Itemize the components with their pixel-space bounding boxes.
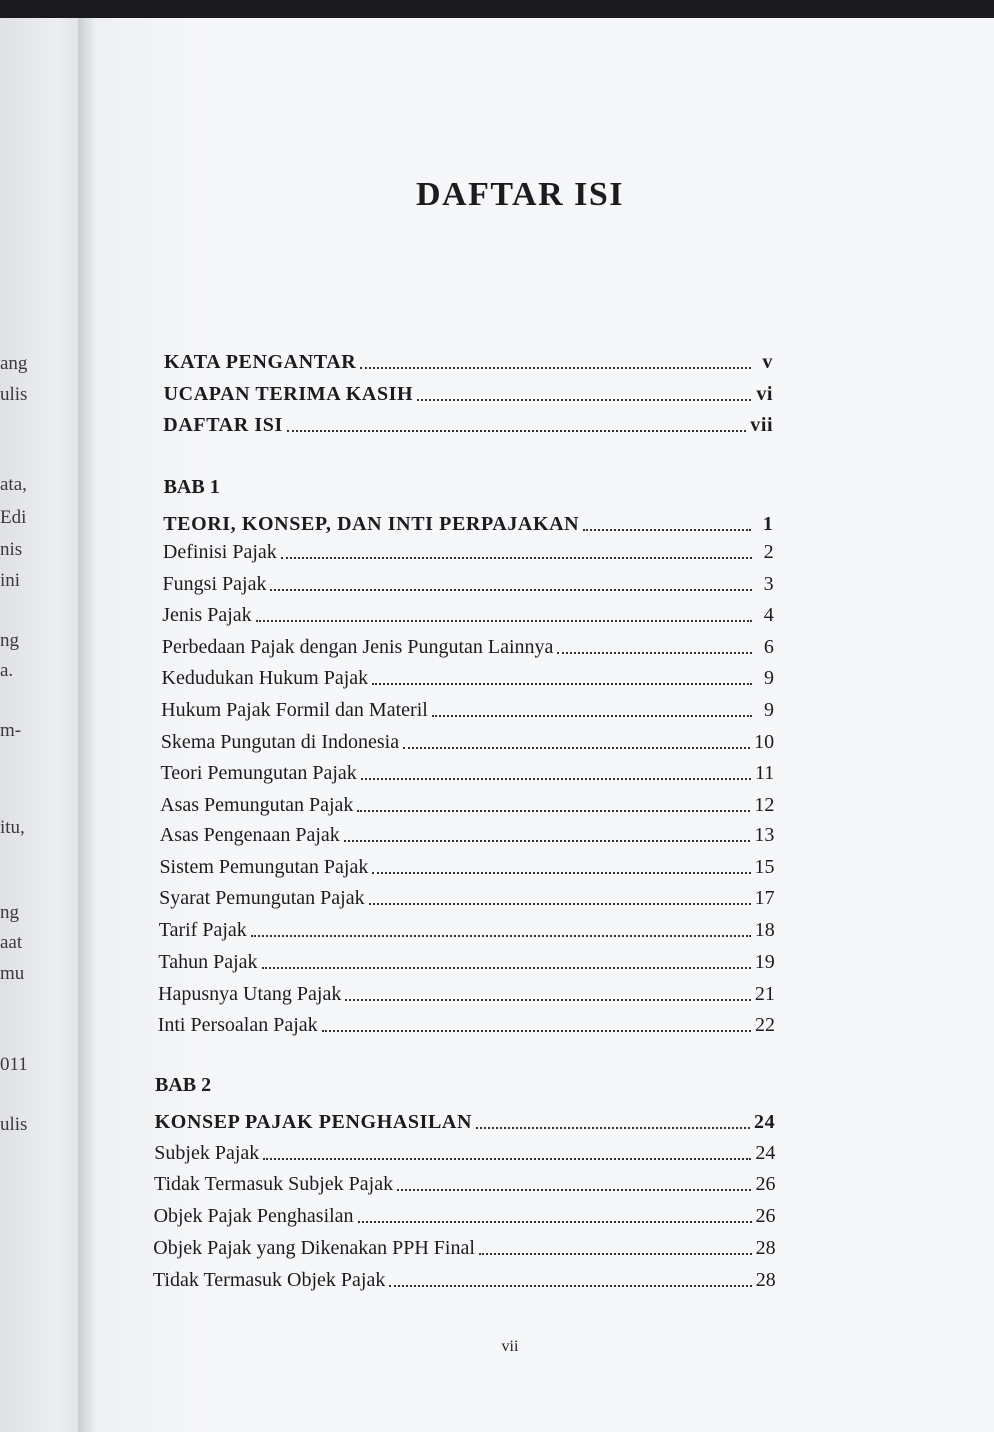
toc-page (100, 18, 994, 1432)
dot-leader (361, 777, 751, 780)
left-page-text-fragment: m- (0, 720, 22, 741)
left-page-text-fragment: ng (0, 902, 19, 923)
toc-entry[interactable] (153, 1234, 775, 1260)
chapter-number: BAB 2 (155, 1074, 212, 1096)
toc-entry-label: Skema Pungutan di Indonesia (160, 731, 400, 753)
toc-entry[interactable] (154, 1170, 776, 1196)
toc-entry-label: Teori Pemungutan Pajak (160, 762, 357, 784)
left-page-text-fragment: mu (0, 963, 25, 984)
toc-entry[interactable] (159, 884, 775, 910)
dot-leader (256, 619, 752, 622)
dot-leader (403, 746, 750, 749)
toc-page-number: vi (756, 383, 774, 405)
dot-leader (345, 998, 751, 1001)
dot-leader (251, 934, 751, 937)
toc-page-number: 28 (755, 1269, 776, 1291)
top-edge (0, 0, 994, 18)
toc-page-number: 2 (763, 541, 774, 563)
toc-entry[interactable] (159, 853, 774, 879)
toc-page-number: 21 (754, 983, 775, 1005)
dot-leader (479, 1252, 752, 1255)
toc-entry-label: KATA PENGANTAR (164, 351, 357, 373)
left-page-text-fragment: ulis (0, 384, 28, 405)
toc-entry-label: DAFTAR ISI (163, 414, 283, 436)
toc-entry-label: Fungsi Pajak (162, 573, 267, 595)
chapter-number: BAB 1 (163, 476, 220, 498)
toc-front-matter-entry[interactable] (164, 380, 773, 406)
toc-page-number: v (762, 351, 773, 373)
left-page-text-fragment: 011 (0, 1054, 28, 1075)
chapter-title-entry[interactable] (155, 1108, 776, 1134)
dot-leader (344, 839, 751, 842)
dot-leader (263, 1157, 751, 1160)
dot-leader (281, 556, 752, 559)
toc-entry-label: Asas Pengenaan Pajak (159, 824, 340, 846)
dot-leader (360, 366, 751, 369)
left-page-text-fragment: ini (0, 570, 21, 591)
dot-leader (357, 809, 750, 812)
dot-leader (372, 871, 750, 874)
toc-page-number: 11 (754, 762, 775, 784)
left-page-text-fragment: ulis (0, 1114, 28, 1135)
toc-entry-label: Hapusnya Utang Pajak (158, 983, 342, 1005)
toc-entry[interactable] (163, 570, 774, 596)
toc-entry[interactable] (161, 696, 774, 722)
toc-entry-label: Jenis Pajak (162, 604, 252, 626)
toc-front-matter-entry[interactable] (163, 411, 773, 437)
toc-page-number: 28 (755, 1237, 776, 1259)
left-page-text-fragment: ata, (0, 474, 27, 495)
toc-entry-label: Tidak Termasuk Objek Pajak (152, 1269, 386, 1291)
dot-leader (358, 1220, 752, 1223)
left-page-text-fragment: a. (0, 660, 14, 681)
chapter-title-entry[interactable] (163, 510, 773, 536)
toc-entry[interactable] (154, 1139, 775, 1165)
left-page-text-fragment: aat (0, 932, 23, 953)
toc-entry-label: UCAPAN TERIMA KASIH (163, 383, 414, 405)
toc-page-number: 19 (754, 951, 775, 973)
toc-entry[interactable] (160, 759, 774, 785)
toc-page-number: 12 (754, 794, 775, 816)
left-page-text-fragment: itu, (0, 817, 25, 838)
toc-page-number: 24 (754, 1111, 776, 1133)
toc-entry[interactable] (161, 728, 774, 754)
dot-leader (557, 651, 751, 654)
toc-entry-label: KONSEP PAJAK PENGHASILAN (154, 1111, 473, 1133)
toc-entry[interactable] (163, 538, 774, 564)
toc-entry-label: Subjek Pajak (154, 1142, 260, 1164)
dot-leader (417, 398, 751, 401)
toc-page-number: 9 (763, 667, 774, 689)
toc-entry-label: Kedudukan Hukum Pajak (161, 667, 369, 689)
toc-entry[interactable] (160, 791, 774, 817)
toc-entry-label: TEORI, KONSEP, DAN INTI PERPAJAKAN (163, 513, 580, 535)
dot-leader (397, 1188, 751, 1191)
toc-entry-label: Syarat Pemungutan Pajak (159, 887, 365, 909)
dot-leader (583, 528, 751, 531)
toc-entry[interactable] (154, 1202, 776, 1228)
left-page-text-fragment: ang (0, 353, 28, 374)
toc-entry-label: Hukum Pajak Formil dan Materil (161, 699, 428, 721)
toc-front-matter-entry[interactable] (164, 348, 773, 374)
toc-entry[interactable] (162, 633, 774, 659)
toc-page-number: 22 (754, 1014, 775, 1036)
toc-entry[interactable] (160, 821, 775, 847)
toc-page-number: 26 (755, 1173, 776, 1195)
toc-entry[interactable] (158, 948, 774, 974)
page-title: DAFTAR ISI (415, 176, 624, 213)
toc-entry-label: Definisi Pajak (162, 541, 277, 563)
toc-entry-label: Asas Pemungutan Pajak (160, 794, 354, 816)
toc-page-number: 13 (754, 824, 775, 846)
toc-entry[interactable] (162, 664, 774, 690)
toc-entry-label: Tahun Pajak (158, 951, 258, 973)
left-page-text-fragment: nis (0, 539, 23, 560)
toc-page-number: 15 (754, 856, 775, 878)
toc-page-number: 18 (754, 919, 775, 941)
toc-entry-label: Objek Pajak yang Dikenakan PPH Final (153, 1237, 475, 1259)
toc-page-number: 24 (755, 1142, 776, 1164)
toc-entry-label: Tarif Pajak (158, 919, 247, 941)
toc-entry-label: Sistem Pemungutan Pajak (159, 856, 369, 878)
toc-page-number: vii (750, 414, 774, 436)
toc-page-number: 1 (762, 513, 774, 535)
dot-leader (270, 588, 751, 591)
toc-entry-label: Inti Persoalan Pajak (157, 1014, 318, 1036)
dot-leader (287, 429, 746, 432)
left-page-text-fragment: ng (0, 630, 19, 651)
toc-entry[interactable] (153, 1266, 776, 1292)
toc-entry-label: Objek Pajak Penghasilan (153, 1205, 354, 1227)
toc-page-number: 26 (755, 1205, 776, 1227)
dot-leader (476, 1126, 750, 1129)
toc-page-number: 4 (763, 604, 774, 626)
dot-leader (372, 682, 752, 685)
left-page-text-fragment: Edi (0, 507, 27, 528)
toc-entry[interactable] (158, 980, 775, 1006)
dot-leader (389, 1284, 751, 1287)
toc-page-number: 6 (763, 636, 774, 658)
toc-page-number: 10 (754, 731, 775, 753)
toc-entry-label: Perbedaan Pajak dengan Jenis Pungutan Lainnya (161, 636, 554, 658)
toc-page-number: 3 (763, 573, 774, 595)
page-number-footer: vii (501, 1338, 519, 1355)
toc-page-number: 17 (754, 887, 775, 909)
dot-leader (369, 902, 751, 905)
toc-entry-label: Tidak Termasuk Subjek Pajak (153, 1173, 394, 1195)
dot-leader (322, 1029, 751, 1032)
toc-page-number: 9 (764, 699, 775, 721)
toc-entry[interactable] (162, 601, 774, 627)
dot-leader (432, 714, 752, 717)
dot-leader (262, 966, 751, 969)
toc-entry[interactable] (158, 1011, 775, 1037)
toc-entry[interactable] (159, 916, 775, 942)
